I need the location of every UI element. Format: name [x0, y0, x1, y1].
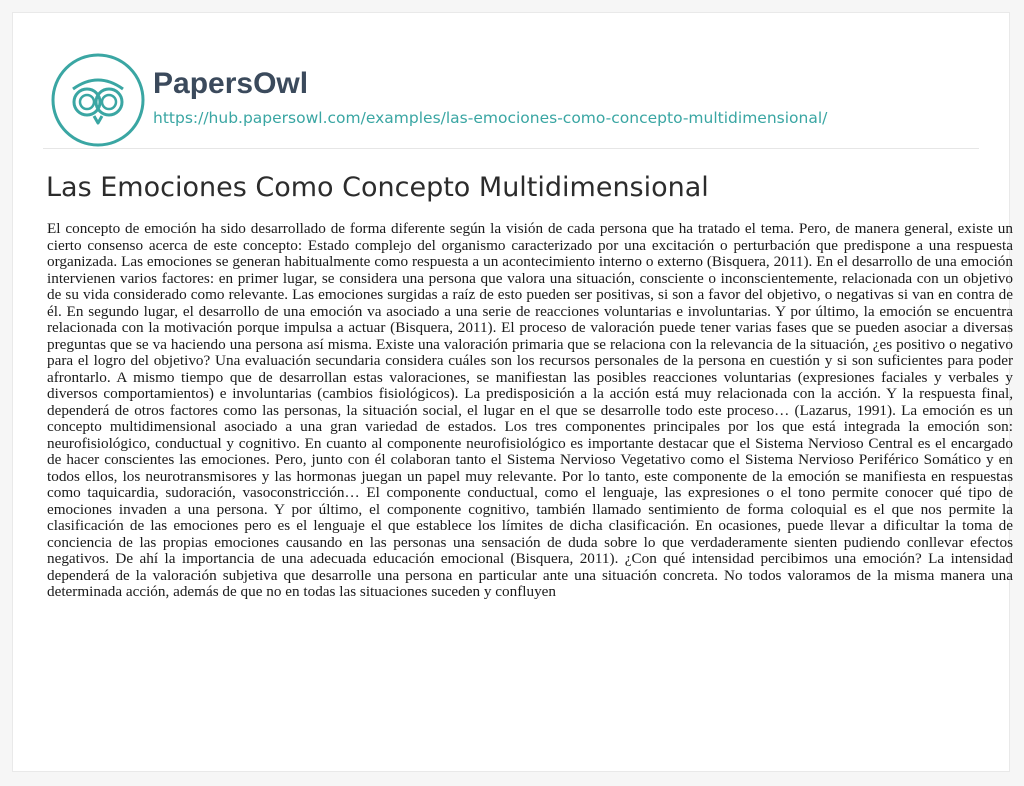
source-url-link[interactable]: https://hub.papersowl.com/examples/las-emociones-como-concepto-multidimensional/ [153, 109, 828, 127]
article-body: El concepto de emoción ha sido desarrollado de forma diferente según la visión de cada persona que ha tratado el tema. Pero, de manera general, existe un cierto consenso acerca de este concepto: Estado complejo del organismo caracterizado por una excitación o perturbación que predispone a una respuesta organizada. Las emociones se generan habitualmente como respuesta a un acontecimiento interno o externo (Bisquera, 2011). En el desarrollo de una emoción intervienen varios factores: en primer lugar, se considera una persona que valora una situación, consciente o inconscientemente, relacionada con un objetivo de su vida considerado como relevante. Las emociones surgidas a raíz de esto pueden ser positivas, si son a favor del objetivo, o negativas si van en contra de él. En segundo lugar, el desarrollo de una emoción va asociado a una serie de reacciones voluntarias e involuntarias. Y por último, la emoción se encuentra relacionada con la motivación porque impulsa a actuar (Bisquera, 2011). El proceso de valoración puede tener varias fases que se pueden asociar a diversas preguntas que se va haciendo una persona así misma. Existe una valoración primaria que se relaciona con la relevancia de la situación, ¿es positivo o negativo para el logro del objetivo? Una evaluación secundaria considera cuáles son los recursos personales de la persona en cuestión y si son suficientes para poder afrontarlo. A mismo tiempo que de desarrollan estas valoraciones, se manifiestan las posibles reacciones voluntarias (expresiones faciales y verbales y diversos comportamientos) e involuntarias (cambios fisiológicos). La predisposición a la acción está muy relacionada con la acción. Y la respuesta final, dependerá de otros factores como las personas, la situación social, el lugar en el que se desarrolle todo este proceso… (Lazarus, 1991). La emoción es un concepto multidimensional asociado a una gran variedad de estados. Los tres componentes principales por los que está integrada la emoción son: neurofisiológico, conductual y cognitivo. En cuanto al componente neurofisiológico es importante destacar que el Sistema Nervioso Central es el encargado de hacer conscientes las emociones. Pero, junto con él colaboran tanto el Sistema Nervioso Vegetativo como el Sistema Nervioso Periférico Somático y en todos ellos, los neurotransmisores y las hormonas juegan un papel muy relevante. Por lo tanto, este componente de la emoción se manifiesta en respuestas como taquicardia, sudoración, vasoconstricción… El componente conductual, como el lenguaje, las expresiones o el tono permite conocer qué tipo de emociones invaden a una persona. Y por último, el componente cognitivo, también llamado sentimiento de forma coloquial es el que nos permite la clasificación de las emociones pero es el lenguaje el que establece los límites de dicha clasificación. En ocasiones, puede llevar a dificultar la toma de conciencia de las propias emociones causando en las personas una sensación de duda sobre lo que verdaderamente sienten pudiendo conllevar efectos negativos. De ahí la importancia de una adecuada educación emocional (Bisquera, 2011). ¿Con qué intensidad percibimos una emoción? La intensidad dependerá de la valoración subjetiva que desarrolle una persona en particular ante una situación concreta. No todos valoramos de la misma manera una determinada acción, además de que no en todas las situaciones suceden y confluyen [47, 220, 1013, 600]
brand-name: PapersOwl [153, 67, 309, 100]
owl-logo-icon [51, 53, 145, 147]
header-divider [43, 148, 979, 149]
article-title: Las Emociones Como Concepto Multidimensional [46, 172, 709, 203]
document-page [12, 12, 1013, 772]
